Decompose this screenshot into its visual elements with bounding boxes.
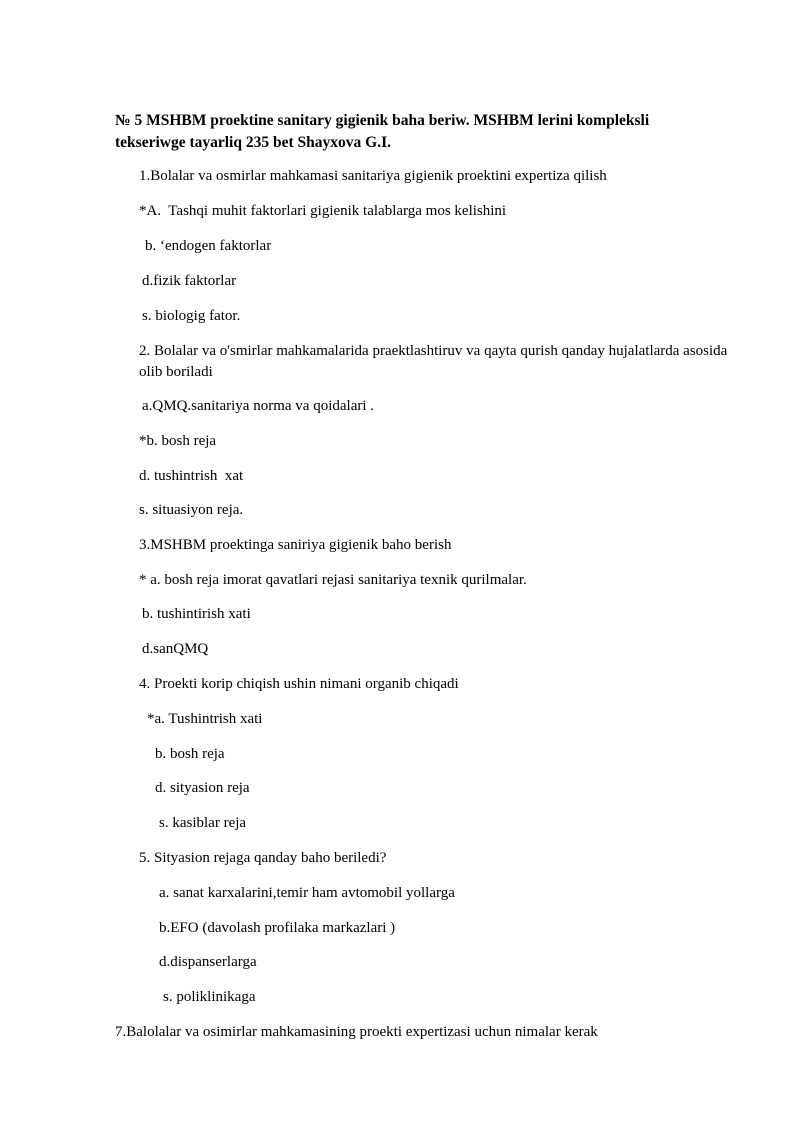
answer-4s: s. kasiblar reja	[159, 815, 247, 831]
answer-1s: s. biologig fator.	[142, 308, 241, 324]
question-2: 2. Bolalar va o'smirlar mahkamalarida praektlashtiruv va qayta qurish qanday hujalatlarda asosida olib boriladi	[139, 343, 728, 380]
question-1: 1.Bolalar va osmirlar mahkamasi sanitariya gigienik proektini expertiza qilish	[139, 168, 607, 184]
answer-4d: d. sityasion reja	[155, 780, 250, 796]
answer-2s: s. situasiyon reja.	[139, 502, 244, 518]
answer-4b: b. bosh reja	[155, 746, 225, 762]
answer-3b: b. tushintirish xati	[142, 606, 251, 622]
question-3: 3.MSHBM proektinga saniriya gigienik baho berish	[139, 537, 452, 553]
answer-5d: d.dispanserlarga	[159, 954, 257, 970]
answer-5a: a. sanat karxalarini,temir ham avtomobil yollarga	[159, 885, 455, 901]
answer-3d: d.sanQMQ	[142, 641, 209, 657]
answer-2a: a.QMQ.sanitariya norma va qoidalari .	[142, 398, 375, 414]
answer-1b: b. ‘endogen faktorlar	[145, 238, 272, 254]
question-7: 7.Balolalar va osimirlar mahkamasining proekti expertizasi uchun nimalar kerak	[115, 1024, 598, 1040]
answer-1a: *A. Tashqi muhit faktorlari gigienik talablarga mos kelishini	[139, 203, 507, 219]
answer-1d: d.fizik faktorlar	[142, 273, 237, 289]
answer-2d: d. tushintrish xat	[139, 468, 244, 484]
answer-2b: *b. bosh reja	[139, 433, 217, 449]
answer-5b: b.EFO (davolash profilaka markazlari )	[159, 920, 396, 936]
answer-3a: * a. bosh reja imorat qavatlari rejasi sanitariya texnik qurilmalar.	[139, 572, 527, 588]
question-4: 4. Proekti korip chiqish ushin nimani organib chiqadi	[139, 676, 459, 692]
document-title: № 5 MSHBM proektine sanitary gigienik baha beriw. MSHBM lerini kompleksli tekseriwge tayarliq 235 bet Shayxova G.I.	[115, 112, 650, 151]
question-5: 5. Sityasion rejaga qanday baho beriledi?	[139, 850, 387, 866]
answer-4a: *a. Tushintrish xati	[147, 711, 263, 727]
answer-5s: s. poliklinikaga	[163, 989, 256, 1005]
